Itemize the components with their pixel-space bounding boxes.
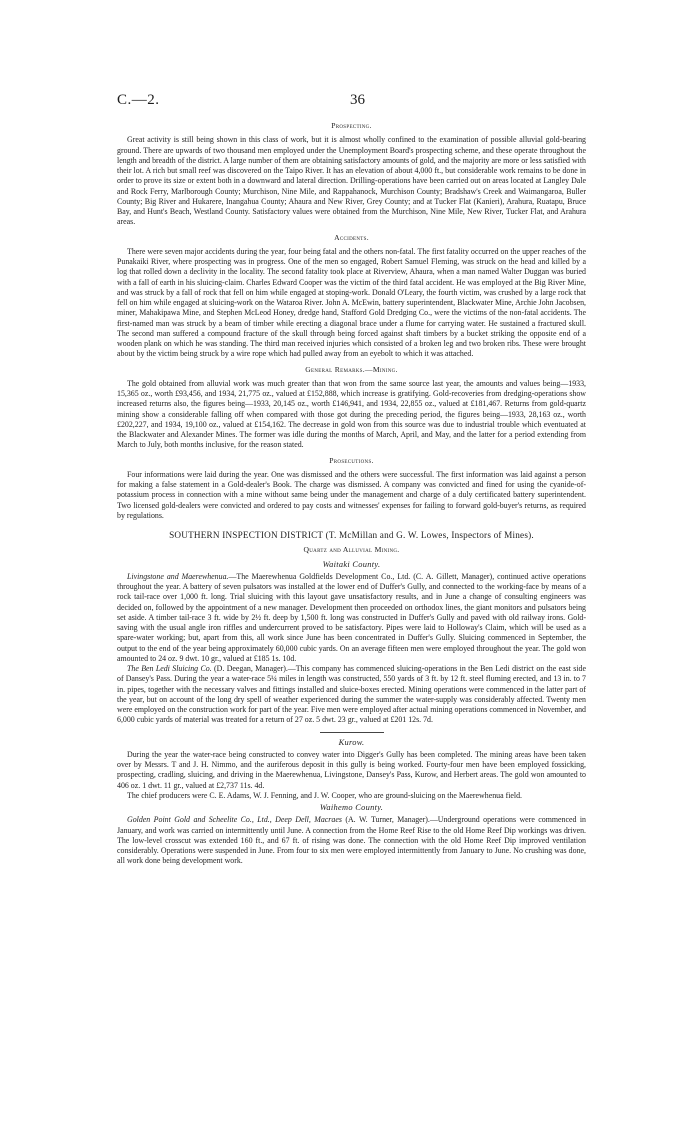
- kurow-paragraph: During the year the water-race being constructed to convey water into Digger's Gully has been completed. The mining areas have been taken over by Messrs. T and J. H. Nimmo, and the auriferous deposit in this gully is being worked. Fourty-four men have been employed fossicking, prospecting, cradling, sluicing, and driving in the Maerewhenua, Livingstone, Dansey's Pass, Kurow, and Herbert areas. The gold won amounted to 406 oz. 1 dwt. 11 gr., valued at £2,737 11s. 4d.: [117, 749, 586, 790]
- prosecutions-paragraph: Four informations were laid during the year. One was dismissed and the others were successful. The first information was laid against a person for making a false statement in a Gold-dealer's Book. The charge was dismissed. A company was convicted and fined for using the cyanide-of-potassium process in connection with a mine without same being under the management and charge of a duly certificated battery superintendent. Two licensed gold-dealers were convicted and ordered to pay costs and witnesses' expenses for failing to forward gold-buyer's returns, as required by regulations.: [117, 469, 586, 520]
- golden-point-lead: Golden Point Gold and Scheelite Co., Ltd., Deep Dell, Macraes: [127, 815, 342, 825]
- section-divider: [320, 732, 384, 733]
- general-remarks-paragraph: The gold obtained from alluvial work was much greater than that won from the same source last year, the amounts and values being—1933, 15,365 oz., worth £93,456, and 1934, 21,775 oz., valued at £152,888, which increase is gratifying. Gold-recoveries from dredging-operations show increased returns also, the figures being—1933, 20,145 oz., worth £146,941, and 1934, 22,855 oz., valued at £181,467. Returns from gold-quartz mining show a considerable falling off when compared with those got during the preceding period, the figures being—1933, 28,163 oz., worth £202,227, and 1934, 19,100 oz., valued at £154,162. The decrease in gold won from this source was due to industrial trouble which eventuated at the Blackwater and Alexander Mines. The former was idle during the months of March, April, and May, and the latter for a period extending from March to July, both months inclusive, for the reason stated.: [117, 378, 586, 450]
- report-reference: C.—2.: [117, 92, 160, 108]
- kurow-heading: Kurow.: [338, 737, 365, 747]
- general-remarks-heading: General Remarks.—Mining.: [305, 364, 398, 374]
- document-body: [117, 121, 586, 867]
- quartz-alluvial-heading: Quartz and Alluvial Mining.: [303, 545, 400, 555]
- golden-point-text: (A. W. Turner, Manager).—Underground operations were commenced in January, and work was carried on intermittently until June. A connection from the Home Reef Rise to the old Home Reef Dip workings was driven. The low-level crosscut was extended 160 ft., and 67 ft. of rising was done. The connection with the old Home Reef Dip improved ventilation considerably. Operations were suspended in June. From four to six men were employed intermittently from January to June. No crushing was done, all work done being development work.: [117, 815, 586, 866]
- livingstone-lead: Livingstone and Maerewhenua.: [127, 571, 229, 581]
- waitaki-county-heading: Waitaki County.: [322, 559, 381, 569]
- golden-point-paragraph: [117, 815, 586, 866]
- waihemo-county-heading: Waihemo County.: [319, 803, 384, 812]
- accidents-paragraph: There were seven major accidents during the year, four being fatal and the others non-fatal. The first fatality occurred on the upper reaches of the Punakaiki River, where prospecting was in progress. One of the men so engaged, Robert Samuel Fleming, was struck on the head and killed by a log that rolled down a declivity in the locality. The second fatality took place at Riverview, Ahaura, when a man named Walter Duggan was buried with a fall of earth in his sluicing-claim. Charles Edward Cooper was the victim of the third fatal accident. He was employed at the Big River Mine, and was struck by a fall of rock that fell on him while engaged at stoping-work. Donald O'Leary, the fourth victim, was crushed by a large rock that fell on him while engaged at sluicing-work on the Wataroa River. John A. McEwin, battery superintendent, Blackwater Mine, Archie John Jacobsen, miner, Mahakipawa Mine, and Stephen McLeod Honey, dredge hand, Stafford Gold Dredging Co., were the victims of the non-fatal accidents. The first-named man was struck by a beam of timber while erecting a diagonal brace under a flume for carrying water. He sustained a fractured skull. The second man suffered a compound fracture of the skull through being forced against shaft timbers by a bucket striking the opposite end of a wooden plank on which he was standing. The third man received injuries which consisted of a broken leg and two broken ribs. These were brought about by the victim being struck by a wire rope which had pulled away from an eyebolt to which it was attached.: [117, 246, 586, 359]
- chief-producers-paragraph: The chief producers were C. E. Adams, W. J. Fenning, and J. W. Cooper, who are ground-sluicing on the Maerewhenua field.: [127, 790, 522, 800]
- prospecting-paragraph: Great activity is still being shown in this class of work, but it is almost wholly confined to the examination of possible alluvial gold-bearing ground. There are upwards of two thousand men employed under the Unemployment Board's prospecting scheme, and these operate throughout the length and breadth of the district. A large number of them are obtaining satisfactory amounts of gold, and the majority are more or less satisfied with their lot. A rich but small reef was discovered on the Taipo River. It has an elevation of about 4,000 ft., but considerable work remains to be done in order to prove its size or extent both in a downward and lateral direction. Drilling-operations have been carried out on areas located at Langley Dale and Rock Ferry, Marlborough County; Murchison, Nine Mile, and Rappahanock, Murchison County; Bradshaw's Creek and Waimangaroa, Buller County; Big River and Hukarere, Inangahua County; Ahaura and New River, Grey County; and at Tucker Flat (Kanieri), Arahura, Ruatapu, Bruce Bay, and Hunt's Beach, Westland County. Satisfactory values were obtained from the Murchison, Nine Mile, New River, Tucker Flat, and Arahura areas.: [117, 135, 586, 227]
- page-number: 36: [350, 92, 365, 108]
- ben-ledi-text: (D. Deegan, Manager).—This company has commenced sluicing-operations in the Ben Ledi district on the east side of Dansey's Pass. During the year a water-race 5¼ miles in length was constructed, 550 yards of 3 ft. by 12 ft. steel fluming erected, and 13 in. to 7 in. pipes, together with the necessary valves and fittings installed and sluice-boxes erected. Mining operations were commenced in the latter part of the year, but on account of the long dry spell of weather experienced during the summer the water-supply was considerably affected. Twenty men were employed on the construction work for part of the year. Five men were employed after actual mining operations commenced in November, and 6,000 cubic yards of material was treated for a return of 27 oz. 5 dwt. 23 gr., valued at £201 12s. 7d.: [117, 664, 586, 725]
- livingstone-paragraph: [117, 572, 586, 664]
- accidents-heading: Accidents.: [334, 232, 369, 242]
- prospecting-heading: Prospecting.: [331, 121, 372, 130]
- southern-district-heading: SOUTHERN INSPECTION DISTRICT (T. McMillan and G. W. Lowes, Inspectors of Mines).: [169, 530, 534, 540]
- ben-ledi-lead: The Ben Ledi Sluicing Co.: [127, 664, 212, 673]
- livingstone-text: —The Maerewhenua Goldfields Development Co., Ltd. (C. A. Gillett, Manager), continued active operations throughout the year. A battery of seven pulsators was installed at the lower end of Duffer's Gully, and connected to the working-face by means of a rock tail-race over 1,000 ft. long. Trial sluicing with this layout gave unsatisfactory results, and in June a change of consulting engineers was decided on, followed by the appointment of a new manager. Development then proceeded on orthodox lines, the giant monitors and pulsators being set aside. A timber tail-race 3 ft. wide by 2½ ft. deep by 1,500 ft. long was constructed in Duffer's Gully and paved with old railway irons. Gold-saving with the usual angle iron riffles and undercurrent proved to be satisfactory. Pipes were laid to Holloway's Claim, which will be used as a spare-water working; but, apart from this, all work since June has been concentrated in Duffer's Gully. Sluicing commenced in September, the output to the end of the year being approximately 60,000 cubic yards. On an average fifteen men were employed throughout the year. The gold won amounted to 24 oz. 9 dwt. 10 gr., valued at £185 1s. 10d.: [117, 571, 586, 663]
- ben-ledi-paragraph: [117, 664, 586, 726]
- prosecutions-heading: Prosecutions.: [329, 455, 374, 465]
